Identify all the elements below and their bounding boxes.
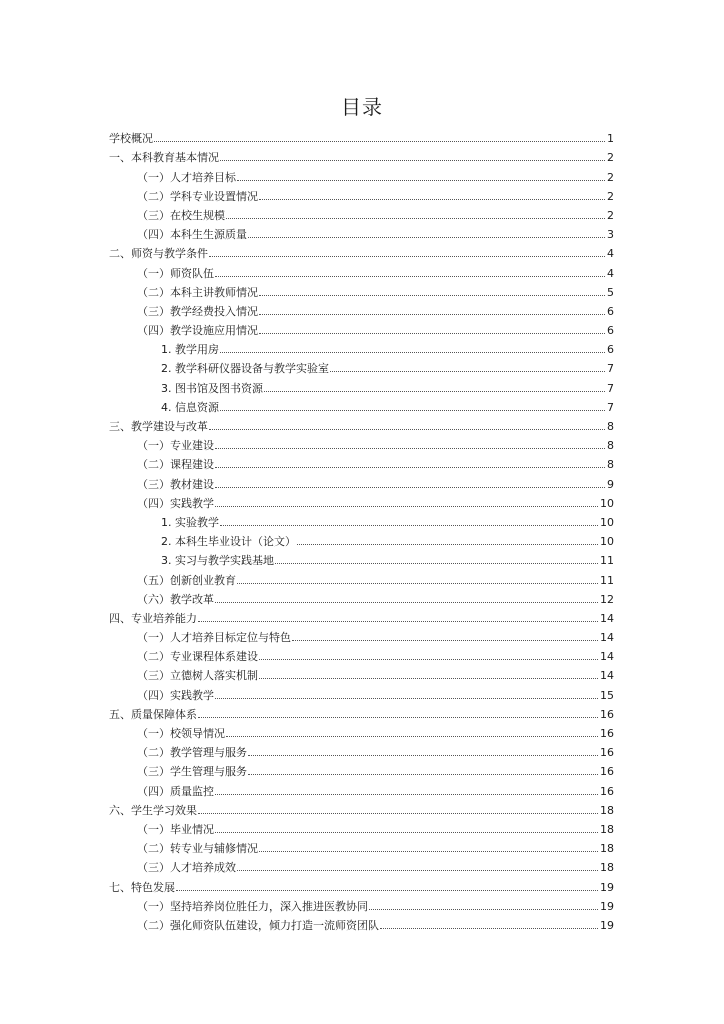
toc-entry-page-number: 9 — [607, 477, 614, 491]
toc-entry[interactable] — [109, 741, 614, 760]
toc-entry[interactable] — [109, 645, 614, 664]
toc-entry[interactable] — [109, 396, 614, 415]
toc-entry-page-number: 10 — [600, 496, 614, 510]
toc-entry[interactable] — [109, 223, 614, 242]
dot-leader — [226, 736, 598, 737]
toc-entry-label: 学校概况 — [109, 132, 153, 146]
toc-entry-label: （二）学科专业设置情况 — [137, 189, 258, 203]
toc-entry-page-number: 7 — [607, 381, 614, 395]
toc-entry-page-number: 18 — [600, 861, 614, 875]
toc-entry[interactable] — [109, 319, 614, 338]
toc-entry[interactable] — [109, 338, 614, 357]
toc-entry-page-number: 7 — [607, 362, 614, 376]
toc-entry[interactable] — [109, 683, 614, 702]
toc-entry-label: 二、师资与教学条件 — [109, 247, 208, 261]
dot-leader — [237, 583, 598, 584]
toc-entry-label: （三）学生管理与服务 — [137, 765, 247, 779]
toc-entry-page-number: 6 — [607, 324, 614, 338]
dot-leader — [259, 295, 605, 296]
dot-leader — [198, 717, 598, 718]
toc-entry-page-number: 6 — [607, 304, 614, 318]
dot-leader — [215, 602, 598, 603]
toc-entry-page-number: 8 — [607, 458, 614, 472]
dot-leader — [198, 621, 598, 622]
toc-entry-label: 一、本科教育基本情况 — [109, 151, 219, 165]
toc-entry-page-number: 16 — [600, 707, 614, 721]
dot-leader — [220, 352, 605, 353]
dot-leader — [259, 851, 598, 852]
toc-entry-label: 2. 教学科研仪器设备与教学实验室 — [161, 362, 329, 376]
toc-entry-label: （五）创新创业教育 — [137, 573, 236, 587]
toc-entry[interactable] — [109, 492, 614, 511]
toc-entry[interactable] — [109, 472, 614, 491]
toc-entry-label: （一）人才培养目标定位与特色 — [137, 631, 291, 645]
dot-leader — [198, 813, 598, 814]
toc-entry-label: （二）转专业与辅修情况 — [137, 842, 258, 856]
toc-entry-label: （一）师资队伍 — [137, 266, 214, 280]
toc-entry[interactable] — [109, 837, 614, 856]
dot-leader — [215, 794, 598, 795]
toc-entry[interactable] — [109, 204, 614, 223]
toc-entry-label: 3. 实习与教学实践基地 — [161, 554, 274, 568]
toc-entry-page-number: 16 — [600, 727, 614, 740]
toc-entry-label: 三、教学建设与改革 — [109, 420, 208, 433]
toc-entry-page-number: 19 — [600, 899, 614, 913]
toc-entry-label: （三）教学经费投入情况 — [137, 304, 258, 318]
toc-entry[interactable] — [109, 549, 614, 568]
toc-entry-page-number: 14 — [600, 650, 614, 664]
toc-entry-page-number: 15 — [600, 688, 614, 702]
toc-entry[interactable] — [109, 127, 614, 146]
toc-entry-page-number: 11 — [600, 554, 614, 568]
toc-entry-page-number: 2 — [607, 151, 614, 165]
toc-entry-page-number: 16 — [600, 765, 614, 779]
toc-entry-page-number: 2 — [607, 170, 614, 184]
dot-leader — [259, 199, 605, 200]
toc-entry-label: 五、质量保障体系 — [109, 707, 197, 721]
toc-entry-page-number: 7 — [607, 400, 614, 414]
toc-entry-label: 4. 信息资源 — [161, 400, 219, 414]
toc-entry-page-number: 10 — [600, 515, 614, 529]
toc-entry-label: 六、学生学习效果 — [109, 803, 197, 817]
toc-entry-page-number: 19 — [600, 918, 614, 932]
toc-entry-label: （一）坚持培养岗位胜任力，深入推进医教协同 — [137, 899, 368, 913]
toc-entry-label: （一）专业建设 — [137, 439, 214, 453]
toc-entry-label: （二）强化师资队伍建设，倾力打造一流师资团队 — [137, 918, 379, 932]
dot-leader — [215, 506, 598, 507]
toc-entry-page-number: 18 — [600, 803, 614, 817]
toc-entry-page-number: 2 — [607, 189, 614, 203]
toc-entry[interactable] — [109, 530, 614, 549]
toc-entry-label: （二）教学管理与服务 — [137, 746, 247, 760]
toc-entry-label: （一）人才培养目标 — [137, 170, 236, 184]
toc-entry-label: 四、专业培养能力 — [109, 611, 197, 625]
dot-leader — [220, 160, 605, 161]
toc-entry[interactable] — [109, 799, 614, 818]
toc-entry[interactable] — [109, 300, 614, 319]
dot-leader — [292, 640, 598, 641]
table-of-contents — [109, 127, 614, 933]
dot-leader — [259, 333, 605, 334]
dot-leader — [209, 256, 605, 257]
toc-entry-label: （四）实践教学 — [137, 688, 214, 702]
toc-entry-label: （三）人才培养成效 — [137, 861, 236, 875]
dot-leader — [259, 314, 605, 315]
dot-leader — [154, 141, 605, 142]
toc-entry-page-number: 8 — [607, 439, 614, 453]
toc-entry-label: 七、特色发展 — [109, 880, 175, 894]
toc-entry-label: （三）在校生规模 — [137, 208, 225, 222]
toc-entry-label: （二）课程建设 — [137, 458, 214, 472]
dot-leader — [264, 391, 605, 392]
dot-leader — [215, 487, 605, 488]
toc-entry-page-number: 10 — [600, 535, 614, 549]
toc-entry-page-number: 14 — [600, 631, 614, 645]
toc-entry-label: （四）本科生生源质量 — [137, 228, 247, 242]
toc-entry[interactable] — [109, 588, 614, 607]
toc-entry-page-number: 14 — [600, 611, 614, 625]
toc-entry-label: 1. 教学用房 — [161, 343, 219, 357]
toc-entry[interactable] — [109, 818, 614, 837]
toc-entry[interactable] — [109, 281, 614, 300]
toc-entry[interactable] — [109, 568, 614, 587]
toc-entry-page-number: 14 — [600, 669, 614, 683]
toc-entry-page-number: 6 — [607, 343, 614, 357]
toc-entry-label: （三）立德树人落实机制 — [137, 669, 258, 683]
dot-leader — [226, 218, 605, 219]
toc-entry-label: 2. 本科生毕业设计（论文） — [161, 535, 296, 549]
toc-entry-page-number: 1 — [607, 132, 614, 146]
dot-leader — [297, 544, 598, 545]
toc-entry[interactable] — [109, 146, 614, 165]
dot-leader — [248, 237, 605, 238]
toc-entry[interactable] — [109, 626, 614, 645]
dot-leader — [380, 928, 598, 929]
toc-entry-label: （四）质量监控 — [137, 784, 214, 798]
toc-entry-label: 3. 图书馆及图书资源 — [161, 381, 263, 395]
toc-entry-page-number: 19 — [600, 880, 614, 894]
toc-entry-page-number: 18 — [600, 842, 614, 856]
toc-entry[interactable] — [109, 415, 614, 434]
toc-entry-page-number: 4 — [607, 266, 614, 280]
toc-entry-page-number: 16 — [600, 746, 614, 760]
toc-entry-label: （六）教学改革 — [137, 592, 214, 606]
toc-entry[interactable] — [109, 511, 614, 530]
toc-entry-page-number: 2 — [607, 208, 614, 222]
dot-leader — [215, 698, 598, 699]
toc-entry-label: （三）教材建设 — [137, 477, 214, 491]
dot-leader — [237, 180, 605, 181]
dot-leader — [275, 563, 598, 564]
toc-entry-page-number: 5 — [607, 285, 614, 299]
dot-leader — [220, 410, 605, 411]
toc-entry[interactable] — [109, 607, 614, 626]
dot-leader — [248, 774, 598, 775]
dot-leader — [259, 678, 598, 679]
toc-entry-label: （二）本科主讲教师情况 — [137, 285, 258, 299]
dot-leader — [215, 832, 598, 833]
toc-entry[interactable] — [109, 914, 614, 933]
toc-entry-page-number: 3 — [607, 228, 614, 242]
toc-entry-page-number: 16 — [600, 784, 614, 798]
toc-entry[interactable] — [109, 895, 614, 914]
toc-entry[interactable] — [109, 357, 614, 376]
dot-leader — [215, 467, 605, 468]
dot-leader — [330, 371, 605, 372]
toc-entry-label: （四）实践教学 — [137, 496, 214, 510]
toc-entry-label: （一）校领导情况 — [137, 727, 225, 740]
toc-entry[interactable] — [109, 242, 614, 261]
toc-entry[interactable] — [109, 856, 614, 875]
toc-entry[interactable] — [109, 261, 614, 280]
toc-entry-page-number: 12 — [600, 592, 614, 606]
toc-entry[interactable] — [109, 779, 614, 798]
toc-entry[interactable] — [109, 703, 614, 722]
toc-entry[interactable] — [109, 185, 614, 204]
dot-leader — [248, 755, 598, 756]
toc-entry-page-number: 11 — [600, 573, 614, 587]
dot-leader — [215, 448, 605, 449]
dot-leader — [176, 890, 598, 891]
toc-entry[interactable] — [109, 376, 614, 395]
toc-entry[interactable] — [109, 875, 614, 894]
toc-entry[interactable] — [109, 722, 614, 741]
toc-entry-page-number: 8 — [607, 420, 614, 433]
toc-entry[interactable] — [109, 453, 614, 472]
toc-entry-label: （一）毕业情况 — [137, 822, 214, 836]
dot-leader — [209, 429, 605, 430]
toc-entry[interactable] — [109, 760, 614, 779]
page-title: 目录 — [341, 95, 383, 119]
toc-entry-page-number: 4 — [607, 247, 614, 261]
toc-entry[interactable] — [109, 165, 614, 184]
dot-leader — [369, 909, 598, 910]
dot-leader — [215, 276, 605, 277]
toc-entry-label: （二）专业课程体系建设 — [137, 650, 258, 664]
toc-entry[interactable] — [109, 434, 614, 453]
dot-leader — [259, 659, 598, 660]
toc-entry-label: （四）教学设施应用情况 — [137, 324, 258, 338]
toc-entry-label: 1. 实验教学 — [161, 515, 219, 529]
dot-leader — [220, 525, 598, 526]
toc-entry-page-number: 18 — [600, 822, 614, 836]
toc-entry[interactable] — [109, 664, 614, 683]
dot-leader — [237, 870, 598, 871]
